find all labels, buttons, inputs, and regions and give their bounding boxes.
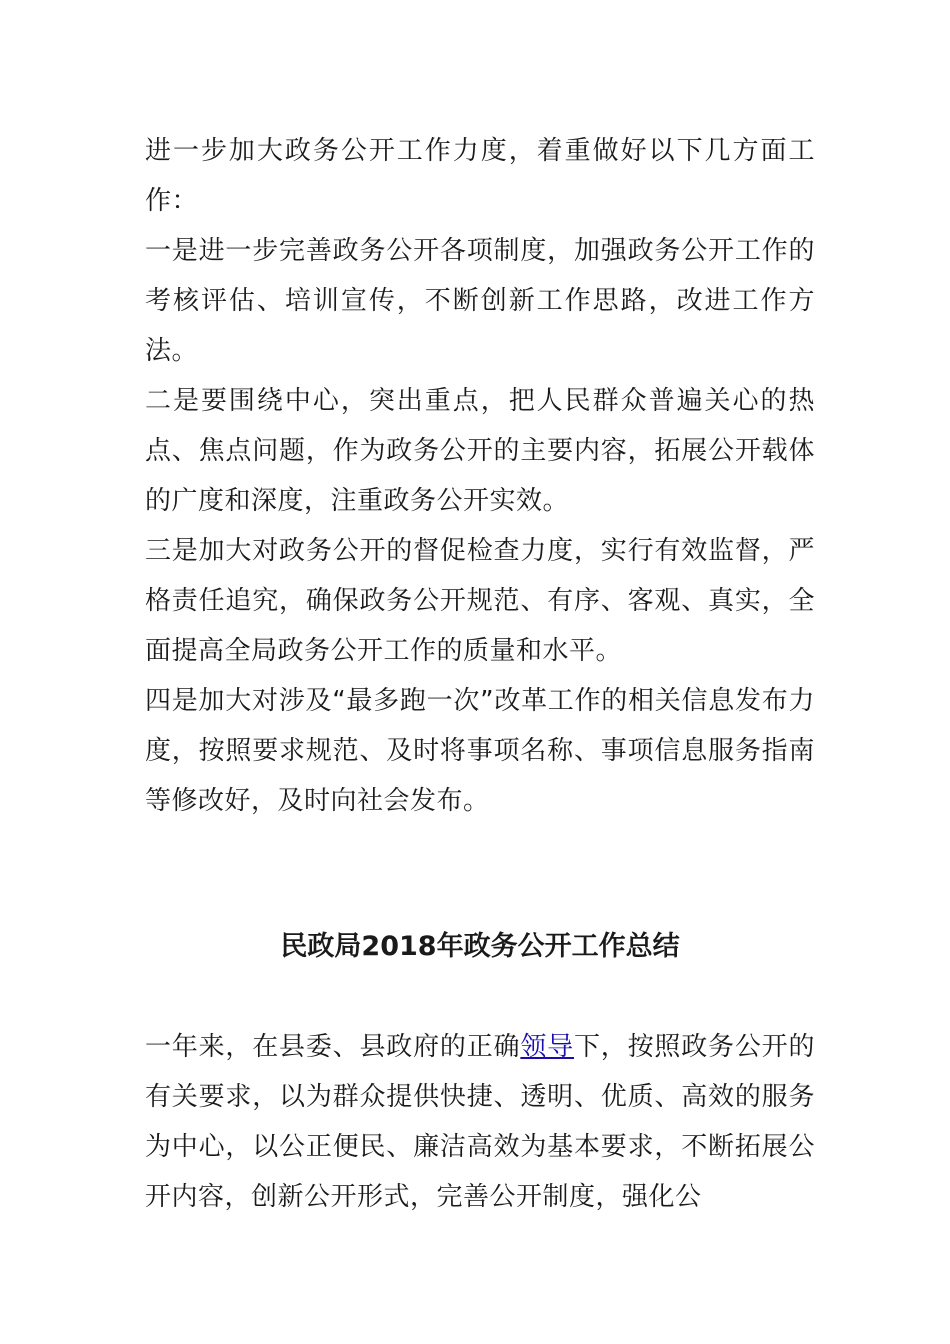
document-title: 民政局2018年政务公开工作总结 bbox=[280, 931, 680, 962]
point-paragraph-4: 四是加大对涉及“最多跑一次”改革工作的相关信息发布力度，按照要求规范、及时将事项名称、事项信息服务指南等修改好，及时向社会发布。 bbox=[145, 686, 815, 816]
point-paragraph-1: 一是进一步完善政务公开各项制度，加强政务公开工作的考核评估、培训宣传，不断创新工作思路，改进工作方法。 bbox=[145, 236, 815, 366]
intro-paragraph: 进一步加大政务公开工作力度，着重做好以下几方面工作： bbox=[145, 136, 815, 216]
point-paragraph-3: 三是加大对政务公开的督促检查力度，实行有效监督，严格责任追究，确保政务公开规范、有序、客观、真实，全面提高全局政务公开工作的质量和水平。 bbox=[145, 536, 815, 666]
leadership-link[interactable]: 领导 bbox=[520, 1032, 574, 1062]
point-paragraph-2: 二是要围绕中心，突出重点，把人民群众普遍关心的热点、焦点问题，作为政务公开的主要内容，拓展公开载体的广度和深度，注重政务公开实效。 bbox=[145, 386, 815, 516]
summary-paragraph bbox=[145, 1022, 815, 1222]
document-page bbox=[145, 126, 815, 1212]
summary-text-after-link: 下，按照政务公开的有关要求，以为群众提供快捷、透明、优质、高效的服务为中心，以公正便民、廉洁高效为基本要求，不断拓展公开内容，创新公开形式，完善公开制度，强化公 bbox=[145, 1032, 815, 1212]
summary-text-before-link: 一年来，在县委、县政府的正确 bbox=[145, 1032, 521, 1062]
summary-section bbox=[145, 1022, 815, 1222]
